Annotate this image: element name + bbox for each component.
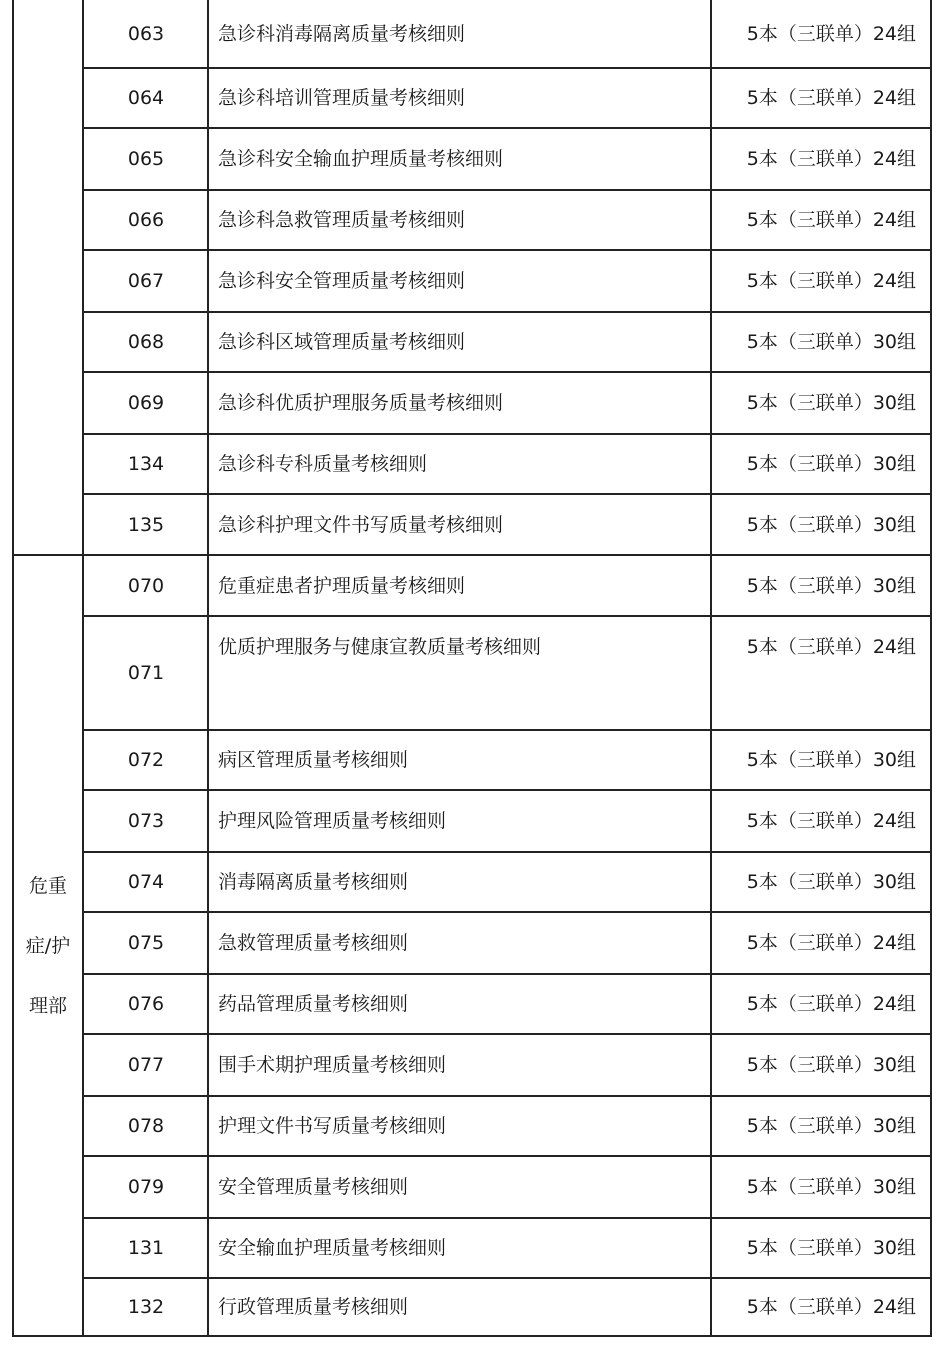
table-cell-spec: 5本（三联单）24组 <box>746 23 916 45</box>
row-divider <box>82 493 932 495</box>
table-cell-spec: 5本（三联单）30组 <box>746 1054 916 1076</box>
table-cell-name: 优质护理服务与健康宣教质量考核细则 <box>218 636 542 658</box>
row-divider <box>12 1335 932 1337</box>
table-cell-name: 急诊科护理文件书写质量考核细则 <box>218 514 504 536</box>
row-divider <box>82 911 932 913</box>
row-divider <box>82 1155 932 1157</box>
table-cell-code: 067 <box>127 270 165 292</box>
table-cell-spec: 5本（三联单）24组 <box>746 636 916 658</box>
row-divider <box>82 789 932 791</box>
table-cell-name: 危重症患者护理质量考核细则 <box>218 575 466 597</box>
table-cell-code: 079 <box>127 1176 165 1198</box>
table-cell-code: 074 <box>127 871 165 893</box>
table-cell-name: 急救管理质量考核细则 <box>218 932 409 954</box>
table-cell-name: 急诊科消毒隔离质量考核细则 <box>218 23 466 45</box>
row-divider <box>82 1217 932 1219</box>
row-divider <box>82 1277 932 1279</box>
table-cell-spec: 5本（三联单）24组 <box>746 810 916 832</box>
row-divider <box>82 1095 932 1097</box>
table-cell-name: 急诊科专科质量考核细则 <box>218 453 428 475</box>
table-cell-name: 急诊科区域管理质量考核细则 <box>218 331 466 353</box>
row-divider <box>82 311 932 313</box>
table-cell-spec: 5本（三联单）24组 <box>746 993 916 1015</box>
table-cell-spec: 5本（三联单）30组 <box>746 575 916 597</box>
row-divider <box>82 851 932 853</box>
table-cell-code: 069 <box>127 392 165 414</box>
table-cell-name: 急诊科培训管理质量考核细则 <box>218 87 466 109</box>
table-cell-name: 急诊科安全管理质量考核细则 <box>218 270 466 292</box>
table-cell-name: 护理文件书写质量考核细则 <box>218 1115 447 1137</box>
table-cell-code: 075 <box>127 932 165 954</box>
department-label-line: 症/护 <box>25 935 71 957</box>
row-divider <box>82 433 932 435</box>
row-divider <box>82 127 932 129</box>
table-cell-code: 131 <box>127 1237 165 1259</box>
table-cell-code: 071 <box>127 662 165 684</box>
table-cell-code: 132 <box>127 1296 165 1318</box>
table-cell-code: 064 <box>127 87 165 109</box>
table-cell-name: 护理风险管理质量考核细则 <box>218 810 447 832</box>
row-divider <box>82 729 932 731</box>
table-cell-spec: 5本（三联单）30组 <box>746 871 916 893</box>
table-cell-spec: 5本（三联单）30组 <box>746 1176 916 1198</box>
row-divider <box>82 189 932 191</box>
table-cell-code: 063 <box>127 23 165 45</box>
table-cell-name: 病区管理质量考核细则 <box>218 749 409 771</box>
column-divider-name <box>710 0 712 1336</box>
table-cell-code: 077 <box>127 1054 165 1076</box>
row-divider <box>82 615 932 617</box>
row-divider <box>82 371 932 373</box>
table-cell-name: 急诊科优质护理服务质量考核细则 <box>218 392 504 414</box>
table-cell-spec: 5本（三联单）24组 <box>746 1296 916 1318</box>
table-cell-name: 消毒隔离质量考核细则 <box>218 871 409 893</box>
row-divider <box>82 973 932 975</box>
table-cell-spec: 5本（三联单）30组 <box>746 1237 916 1259</box>
table-cell-spec: 5本（三联单）30组 <box>746 514 916 536</box>
table-cell-code: 078 <box>127 1115 165 1137</box>
table-cell-name: 急诊科安全输血护理质量考核细则 <box>218 148 504 170</box>
table-cell-spec: 5本（三联单）24组 <box>746 270 916 292</box>
row-divider <box>12 554 932 556</box>
table-cell-spec: 5本（三联单）30组 <box>746 453 916 475</box>
table-cell-code: 076 <box>127 993 165 1015</box>
table-cell-spec: 5本（三联单）24组 <box>746 932 916 954</box>
table-cell-spec: 5本（三联单）24组 <box>746 148 916 170</box>
row-divider <box>82 1033 932 1035</box>
table-cell-code: 070 <box>127 575 165 597</box>
table-cell-code: 134 <box>127 453 165 475</box>
table-cell-name: 安全管理质量考核细则 <box>218 1176 409 1198</box>
department-label-line: 危重 <box>28 875 67 897</box>
table-cell-spec: 5本（三联单）24组 <box>746 87 916 109</box>
table-cell-code: 068 <box>127 331 165 353</box>
table-cell-name: 急诊科急救管理质量考核细则 <box>218 209 466 231</box>
table-cell-code: 135 <box>127 514 165 536</box>
table-cell-name: 安全输血护理质量考核细则 <box>218 1237 447 1259</box>
table-cell-code: 073 <box>127 810 165 832</box>
table-cell-spec: 5本（三联单）30组 <box>746 392 916 414</box>
table-cell-name: 行政管理质量考核细则 <box>218 1296 409 1318</box>
table-cell-name: 围手术期护理质量考核细则 <box>218 1054 447 1076</box>
table-cell-code: 066 <box>127 209 165 231</box>
department-label-line: 理部 <box>28 995 67 1017</box>
row-divider <box>82 67 932 69</box>
table-border-left <box>12 0 14 1336</box>
table-cell-code: 065 <box>127 148 165 170</box>
table-cell-code: 072 <box>127 749 165 771</box>
table-cell-spec: 5本（三联单）24组 <box>746 209 916 231</box>
table-cell-spec: 5本（三联单）30组 <box>746 749 916 771</box>
row-divider <box>82 249 932 251</box>
table-cell-spec: 5本（三联单）30组 <box>746 1115 916 1137</box>
table-cell-name: 药品管理质量考核细则 <box>218 993 409 1015</box>
table-border-right <box>930 0 932 1336</box>
column-divider-code <box>207 0 209 1336</box>
table-cell-spec: 5本（三联单）30组 <box>746 331 916 353</box>
column-divider-dept <box>82 0 84 1336</box>
